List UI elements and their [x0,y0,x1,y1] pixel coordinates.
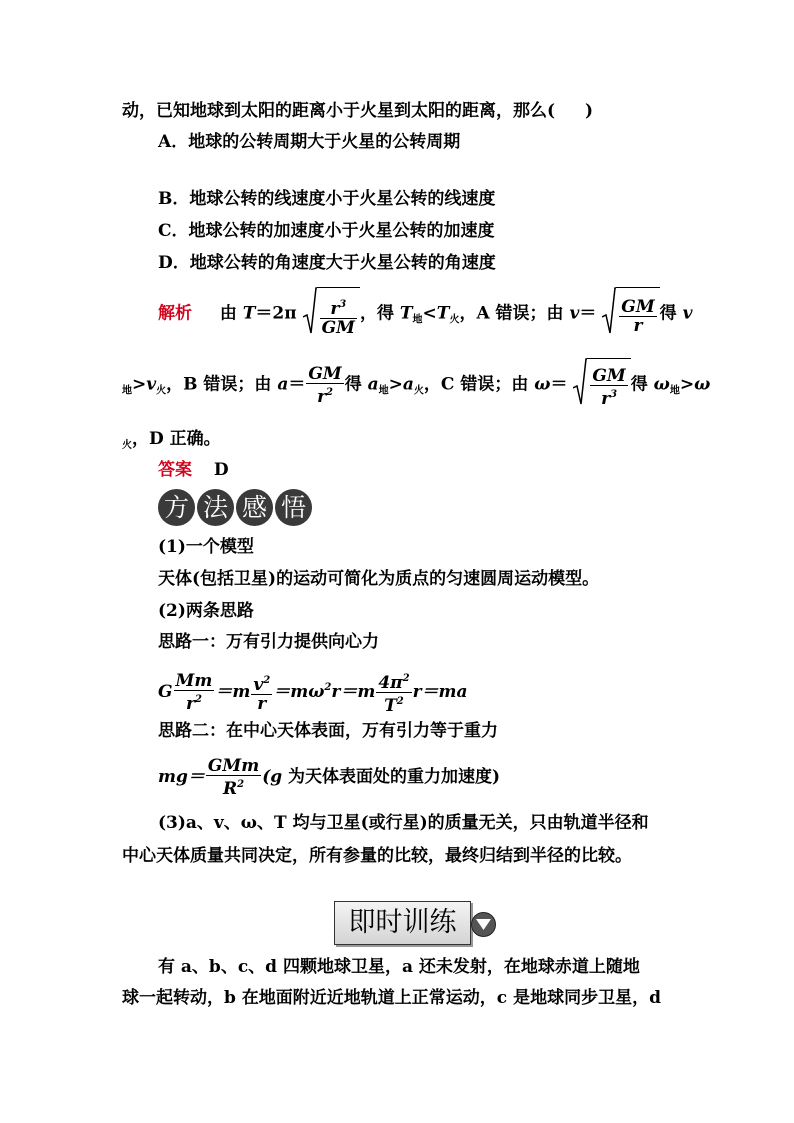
method-char: 方 [158,489,195,526]
analysis-label: 解析 [158,303,192,324]
option-c: C．地球公转的加速度小于火星公转的加速度 [158,221,495,241]
formula-1: G $\frac{Mm}{r^2}$ ＝m $\frac{v^2}{r}$ $=m\omega^2r=m$ $\frac{4\pi^2}{T^2}$ r＝ma [158,671,468,716]
option-d: D．地球公转的角速度大于火星公转的角速度 [158,253,496,273]
method-p3-line-1: (3)a、v、ω、T 均与卫星(或行星)的质量无关，只由轨道半径和 [158,813,649,833]
sqrt-gm-over-r: $\frac{GM}{r}$ [602,287,659,341]
option-a: A．地球的公转周期大于火星的公转周期 [158,132,461,152]
method-p1-text: 天体(包括卫星)的运动可简化为质点的匀速圆周运动模型。 [158,569,600,589]
analysis-line-1: 解析 由 T＝2π $\frac{r^3}{GM}$ ，得 $T_地<T_火$，A 错误；由 v＝ $\frac{GM}{r}$ 得 v [158,287,692,346]
sqrt-r3-over-gm: $\frac{r^3}{GM}$ [303,287,360,341]
answer-value: D [213,460,229,480]
practice-line-2: 球一起转动，b 在地面附近近地轨道上正常运动，c 是地球同步卫星，d [122,988,661,1008]
answer-line [158,459,229,481]
method-char: 感 [236,489,273,526]
method-idea-2: 思路二：在中心天体表面，万有引力等于重力 [158,721,498,741]
triangle-down-icon [471,912,496,937]
question-stem: 动，已知地球到太阳的距离小于火星到太阳的距离，那么( ) [122,101,594,121]
method-p3-line-2: 中心天体质量共同决定，所有参量的比较，最终归结到半径的比较。 [122,846,632,866]
method-p2-title: (2)两条思路 [158,601,254,621]
analysis-line-2: $_地>v_火$，B 错误；由 a＝ $\frac{GM}{r^2}$ 得 $a_地>a_火$，C 错误；由 ω＝ $\frac{GM}{r^3}$ 得 $\omega_地>\omega$ [122,358,710,417]
analysis-line-3: $_火$，D 正确。 [122,429,221,451]
method-heading [158,489,312,526]
method-p1-title: (1)一个模型 [158,537,254,557]
formula-2: mg＝ $\frac{\text{GMm}}{R^2}$ (g 为天体表面处的重力加速度) [158,756,501,799]
option-b: B．地球公转的线速度小于火星公转的线速度 [158,189,496,209]
method-char: 悟 [275,489,312,526]
method-idea-1: 思路一：万有引力提供向心力 [158,632,379,652]
practice-line-1: 有 a、b、c、d 四颗地球卫星，a 还未发射，在地球赤道上随地 [158,957,640,977]
method-char: 法 [197,489,234,526]
sqrt-gm-over-r3: $\frac{GM}{r^3}$ [573,358,630,412]
answer-label: 答案 [158,460,192,480]
practice-banner: 即时训练 [334,901,471,945]
